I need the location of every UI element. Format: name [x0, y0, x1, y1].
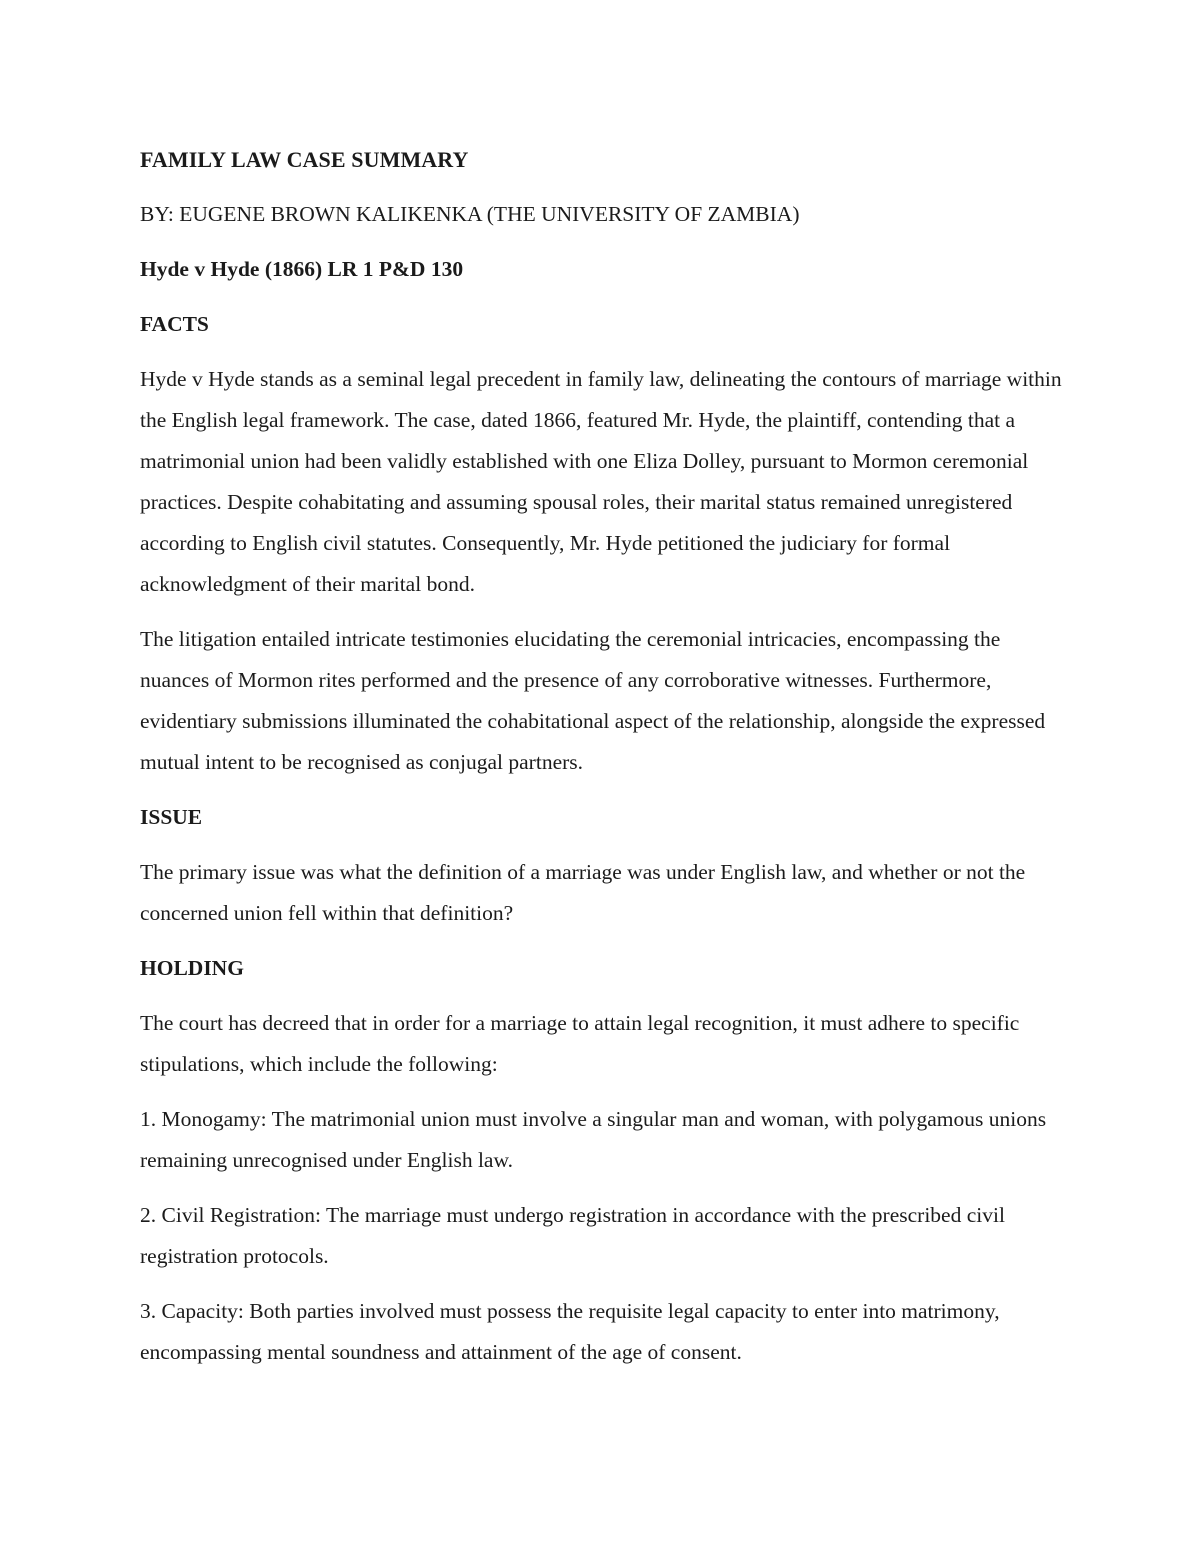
case-citation: Hyde v Hyde (1866) LR 1 P&D 130: [140, 257, 464, 281]
holding-intro: The court has decreed that in order for a marriage to attain legal recognition, it must adhere to specific stipulations, which include the following:: [140, 1011, 1020, 1076]
document-body: [140, 139, 1070, 1387]
facts-heading: FACTS: [140, 312, 209, 336]
author-byline: BY: EUGENE BROWN KALIKENKA (THE UNIVERSITY OF ZAMBIA): [140, 202, 800, 226]
issue-heading: ISSUE: [140, 805, 203, 829]
holding-heading: HOLDING: [140, 956, 244, 980]
facts-paragraph-1: Hyde v Hyde stands as a seminal legal precedent in family law, delineating the contours of marriage within the English legal framework. The case, dated 1866, featured Mr. Hyde, the plaintiff, contending that a matrimonial union had been validly established with one Eliza Dolley, pursuant to Mormon ceremonial practices. Despite cohabitating and assuming spousal roles, their marital status remained unregistered according to English civil statutes. Consequently, Mr. Hyde petitioned the judiciary for formal acknowledgment of their marital bond.: [140, 367, 1062, 596]
document-title: FAMILY LAW CASE SUMMARY: [140, 147, 469, 172]
issue-paragraph: The primary issue was what the definition of a marriage was under English law, and whether or not the concerned union fell within that definition?: [140, 860, 1026, 925]
holding-item-capacity: 3. Capacity: Both parties involved must possess the requisite legal capacity to enter into matrimony, encompassing mental soundness and attainment of the age of consent.: [140, 1299, 1000, 1364]
facts-paragraph-2: The litigation entailed intricate testimonies elucidating the ceremonial intricacies, encompassing the nuances of Mormon rites performed and the presence of any corroborative witnesses. Furthermore, evidentiary submissions illuminated the cohabitational aspect of the relationship, alongside the expressed mutual intent to be recognised as conjugal partners.: [140, 627, 1046, 774]
holding-item-civil-registration: 2. Civil Registration: The marriage must undergo registration in accordance with the prescribed civil registration protocols.: [140, 1203, 1005, 1268]
holding-item-monogamy: 1. Monogamy: The matrimonial union must involve a singular man and woman, with polygamous unions remaining unrecognised under English law.: [140, 1107, 1047, 1172]
